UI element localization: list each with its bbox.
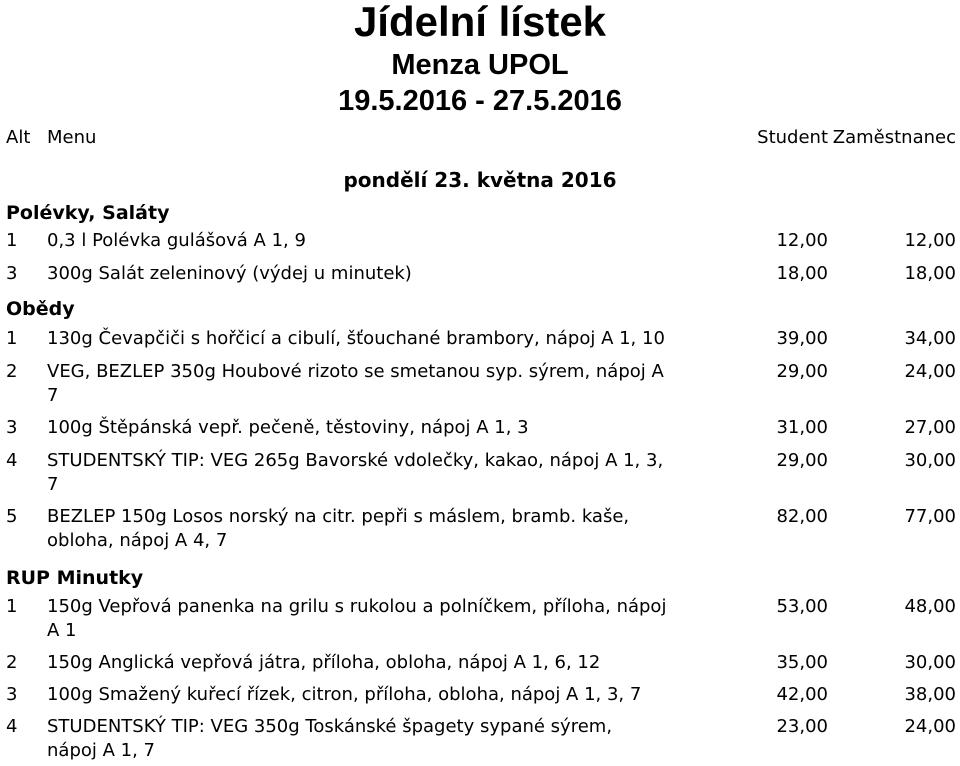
menu-row-employee-price: 12,00 — [904, 230, 956, 251]
menu-row-employee-price: 38,00 — [904, 684, 956, 705]
menu-row-alt: 2 — [6, 361, 18, 382]
menu-row-dish: 150g Vepřová panenka na grilu s rukolou a polníčkem, příloha, nápoj A 1 — [47, 596, 667, 641]
menu-row-alt: 1 — [6, 596, 18, 617]
menu-row-student-price: 31,00 — [776, 417, 828, 438]
menu-row-dish: 100g Štěpánská vepř. pečeně, těstoviny, nápoj A 1, 3 — [47, 417, 529, 438]
menu-row-student-price: 42,00 — [776, 684, 828, 705]
menu-row-alt: 4 — [6, 450, 18, 471]
menu-row-alt: 3 — [6, 417, 18, 438]
menu-row-alt: 4 — [6, 716, 18, 737]
menu-row-alt: 5 — [6, 506, 18, 527]
canteen-name: Menza UPOL — [391, 49, 569, 81]
menu-row-employee-price: 27,00 — [904, 417, 956, 438]
menu-row-student-price: 35,00 — [776, 652, 828, 673]
column-header-alt: Alt — [6, 127, 31, 148]
column-header-student: Student — [757, 127, 828, 148]
menu-row-employee-price: 18,00 — [904, 263, 956, 284]
menu-row-dish: 150g Anglická vepřová játra, příloha, obloha, nápoj A 1, 6, 12 — [47, 652, 601, 673]
menu-row-dish: STUDENTSKÝ TIP: VEG 265g Bavorské vdolečky, kakao, nápoj A 1, 3, 7 — [47, 450, 664, 495]
menu-row-student-price: 29,00 — [776, 450, 828, 471]
day-heading: pondělí 23. května 2016 — [343, 168, 617, 192]
menu-row-student-price: 12,00 — [776, 230, 828, 251]
menu-row-alt: 3 — [6, 684, 18, 705]
menu-row-employee-price: 77,00 — [904, 506, 956, 527]
column-header-menu: Menu — [47, 127, 97, 148]
menu-row-student-price: 53,00 — [776, 596, 828, 617]
menu-row-dish: 130g Čevapčiči s hořčicí a cibulí, šťouchané brambory, nápoj A 1, 10 — [47, 328, 665, 349]
menu-row-alt: 3 — [6, 263, 18, 284]
menu-row-student-price: 39,00 — [776, 328, 828, 349]
section-heading-soups: Polévky, Saláty — [6, 202, 170, 224]
menu-row-dish: VEG, BEZLEP 350g Houbové rizoto se smetanou syp. sýrem, nápoj A 7 — [47, 361, 664, 406]
date-range: 19.5.2016 - 27.5.2016 — [338, 85, 622, 117]
menu-row-employee-price: 24,00 — [904, 361, 956, 382]
column-header-employee: Zaměstnanec — [832, 127, 956, 148]
page-title: Jídelní lístek — [353, 0, 607, 45]
section-heading-lunches: Obědy — [6, 298, 75, 320]
menu-row-employee-price: 24,00 — [904, 716, 956, 737]
menu-row-employee-price: 34,00 — [904, 328, 956, 349]
menu-row-employee-price: 30,00 — [904, 450, 956, 471]
menu-row-alt: 1 — [6, 328, 18, 349]
section-heading-minutky: RUP Minutky — [6, 567, 144, 589]
column-header-row — [0, 127, 960, 151]
menu-row-dish: BEZLEP 150g Losos norský na citr. pepři s máslem, bramb. kaše, obloha, nápoj A 4, 7 — [47, 506, 630, 551]
menu-row-student-price: 18,00 — [776, 263, 828, 284]
menu-row-dish: 100g Smažený kuřecí řízek, citron, příloha, obloha, nápoj A 1, 3, 7 — [47, 684, 642, 705]
menu-row-alt: 1 — [6, 230, 18, 251]
menu-row-student-price: 23,00 — [776, 716, 828, 737]
menu-row-employee-price: 48,00 — [904, 596, 956, 617]
menu-row-employee-price: 30,00 — [904, 652, 956, 673]
menu-row-dish: 0,3 l Polévka gulášová A 1, 9 — [47, 230, 306, 251]
menu-row-dish: STUDENTSKÝ TIP: VEG 350g Toskánské špagety sypané sýrem, nápoj A 1, 7 — [47, 716, 613, 761]
menu-row-student-price: 29,00 — [776, 361, 828, 382]
menu-row-dish: 300g Salát zeleninový (výdej u minutek) — [47, 263, 412, 284]
menu-row-alt: 2 — [6, 652, 18, 673]
menu-row-student-price: 82,00 — [776, 506, 828, 527]
